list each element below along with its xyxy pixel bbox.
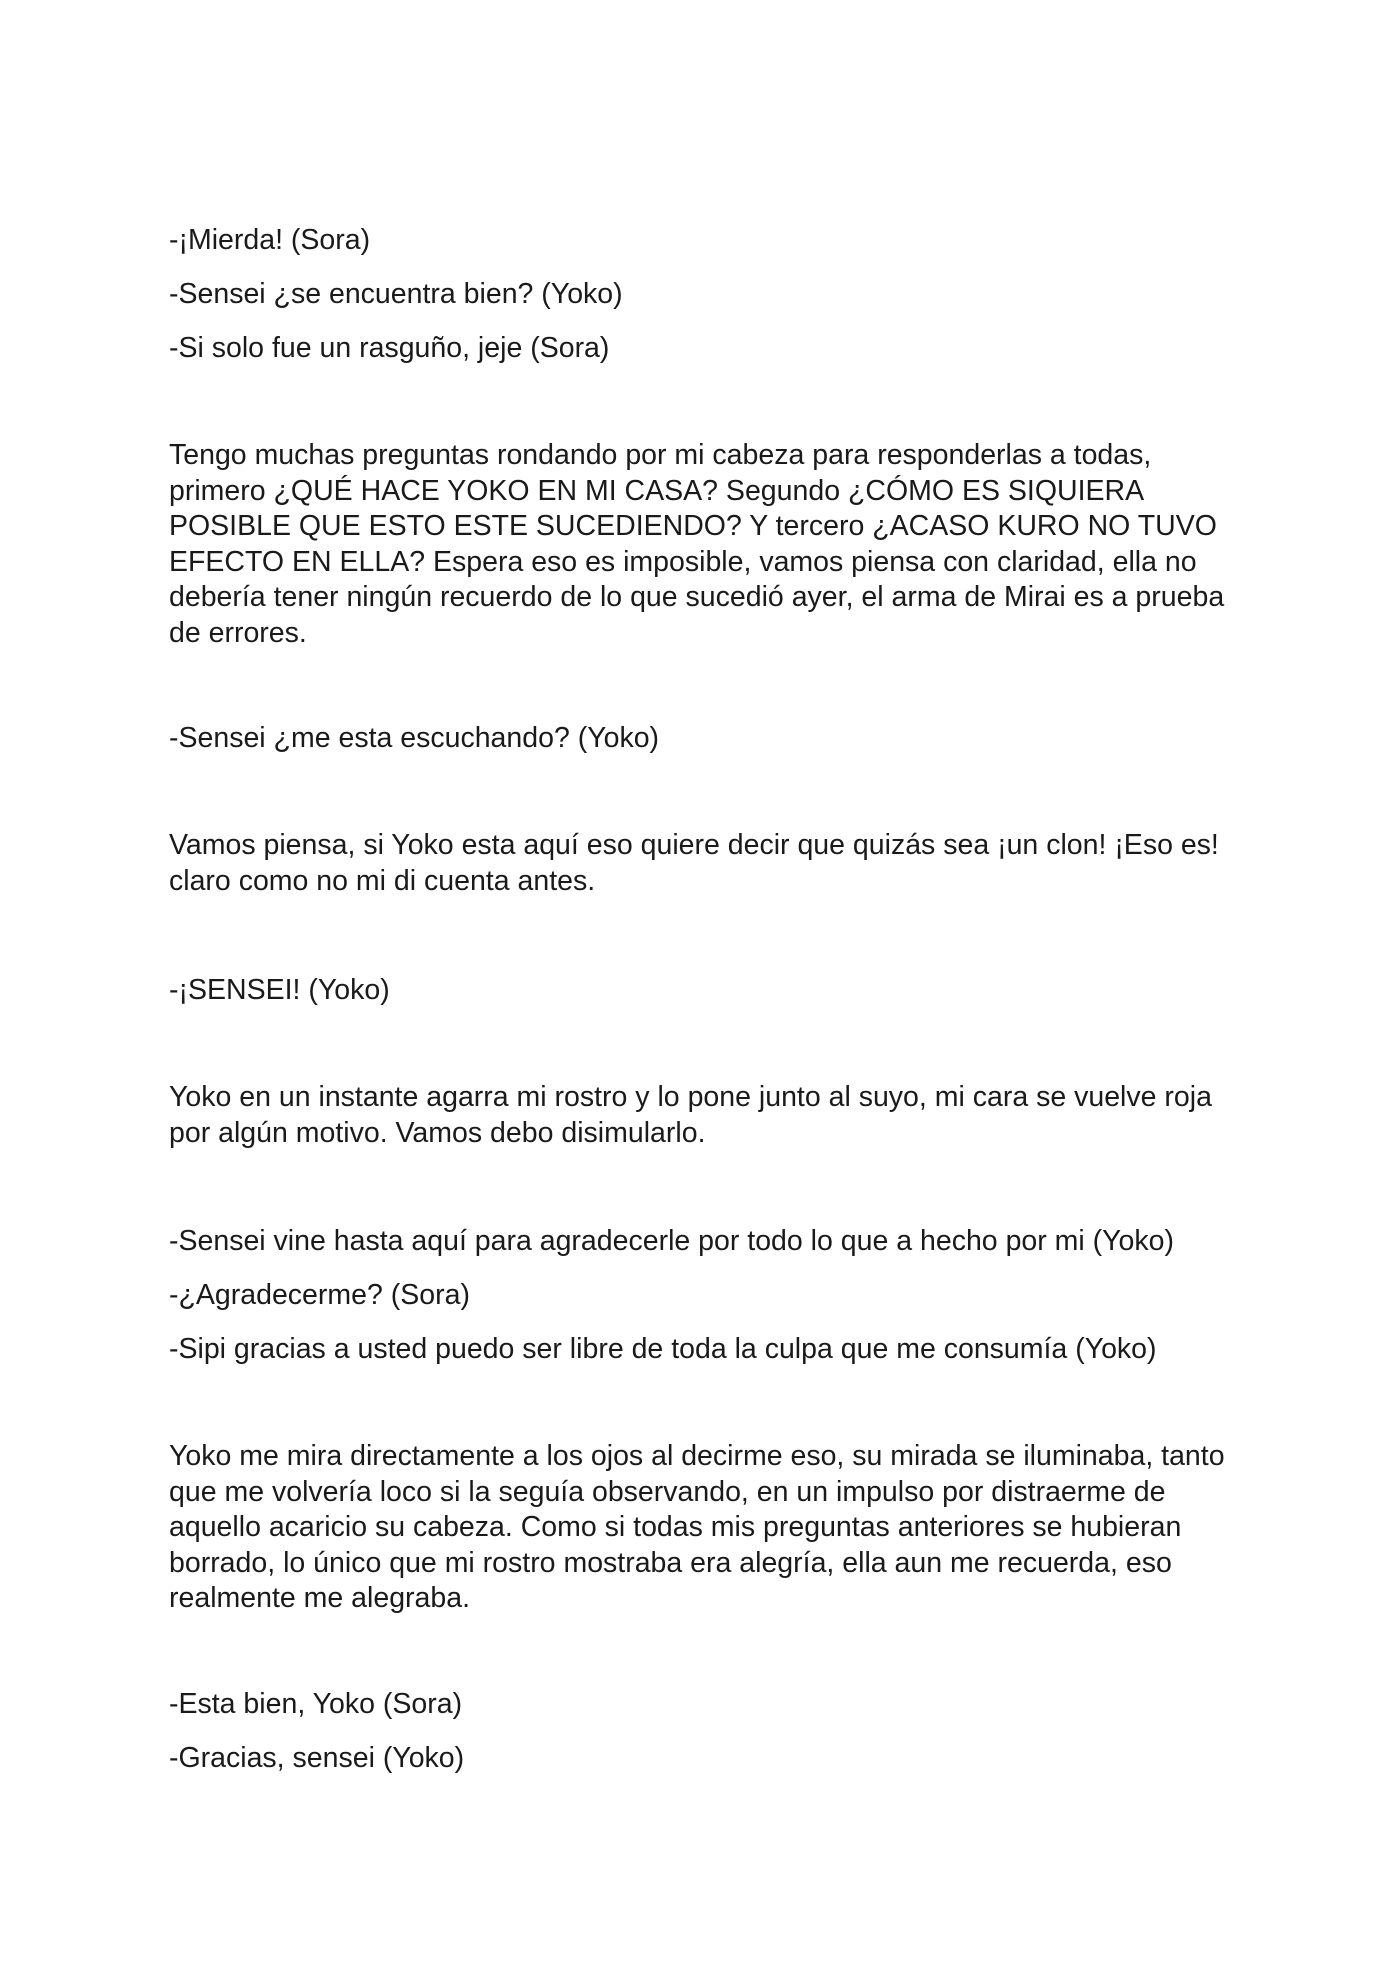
paragraph-line: de errores. <box>169 616 307 649</box>
dialogue-line: -Si solo fue un rasguño, jeje (Sora) <box>169 332 610 364</box>
paragraph-line: aquello acaricio su cabeza. Como si todas mis preguntas anteriores se hubieran <box>169 1511 1182 1543</box>
paragraph-line: claro como no mi di cuenta antes. <box>169 864 596 897</box>
paragraph-line: realmente me alegraba. <box>169 1582 471 1614</box>
paragraph-line: por algún motivo. Vamos debo disimularlo. <box>169 1116 706 1149</box>
paragraph-line: primero ¿QUÉ HACE YOKO EN MI CASA? Segundo ¿CÓMO ES SIQUIERA <box>169 474 1145 507</box>
dialogue-line: -Esta bien, Yoko (Sora) <box>169 1688 463 1720</box>
paragraph-line: Yoko me mira directamente a los ojos al decirme eso, su mirada se iluminaba, tanto <box>169 1440 1225 1472</box>
paragraph-line: POSIBLE QUE ESTO ESTE SUCEDIENDO? Y tercero ¿ACASO KURO NO TUVO <box>169 510 1217 542</box>
paragraph-line: Yoko en un instante agarra mi rostro y lo pone junto al suyo, mi cara se vuelve roja <box>169 1081 1212 1113</box>
dialogue-line: -Sensei ¿se encuentra bien? (Yoko) <box>169 278 623 310</box>
dialogue-line: -Sipi gracias a usted puedo ser libre de toda la culpa que me consumía (Yoko) <box>169 1333 1157 1365</box>
dialogue-line: -¡SENSEI! (Yoko) <box>169 974 390 1006</box>
paragraph-line: EFECTO EN ELLA? Espera eso es imposible, vamos piensa con claridad, ella no <box>169 545 1197 578</box>
paragraph-line: que me volvería loco si la seguía observando, en un impulso por distraerme de <box>169 1475 1166 1508</box>
paragraph-line: debería tener ningún recuerdo de lo que sucedió ayer, el arma de Mirai es a prueba <box>169 581 1225 613</box>
narration-paragraph <box>169 828 1249 899</box>
paragraph-line: Tengo muchas preguntas rondando por mi cabeza para responderlas a todas, <box>169 439 1152 471</box>
narration-paragraph <box>169 1080 1249 1151</box>
dialogue-line: -Gracias, sensei (Yoko) <box>169 1742 465 1774</box>
narration-paragraph <box>169 1439 1249 1617</box>
dialogue-line: -¿Agradecerme? (Sora) <box>169 1279 470 1311</box>
paragraph-line: Vamos piensa, si Yoko esta aquí eso quiere decir que quizás sea ¡un clon! ¡Eso es! <box>169 829 1219 861</box>
paragraph-line: borrado, lo único que mi rostro mostraba era alegría, ella aun me recuerda, eso <box>169 1546 1172 1579</box>
dialogue-line: -Sensei vine hasta aquí para agradecerle por todo lo que a hecho por mi (Yoko) <box>169 1225 1175 1257</box>
dialogue-line: -¡Mierda! (Sora) <box>169 224 371 256</box>
dialogue-line: -Sensei ¿me esta escuchando? (Yoko) <box>169 722 660 754</box>
narration-paragraph <box>169 438 1249 651</box>
